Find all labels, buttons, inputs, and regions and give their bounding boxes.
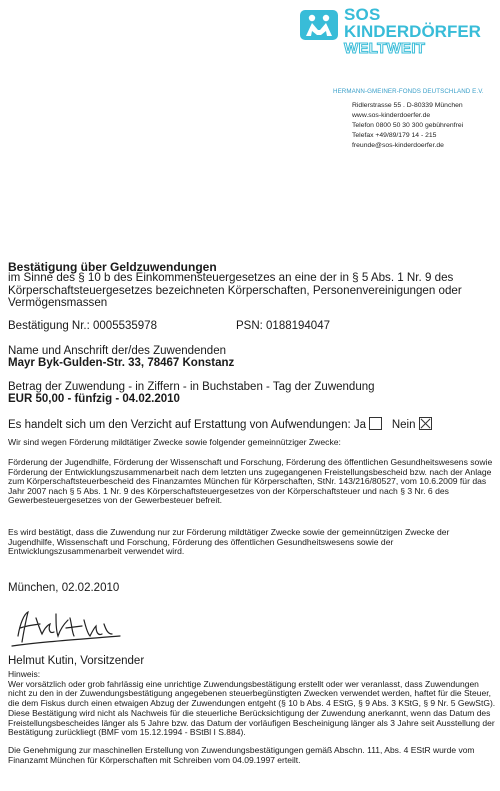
- address-line: Ridlerstrasse 55 . D-80339 München: [352, 102, 463, 109]
- nein-checkbox[interactable]: [419, 417, 432, 430]
- document-subtitle: im Sinne des § 10 b des Einkommensteuergesetzes an eine der in § 5 Abs. 1 Nr. 9 des Körperschaftsteuergesetzes bezeichneten Körperschaften, Personenvereinigungen oder Vermögensmassen: [8, 271, 462, 310]
- amount-value: EUR 50,00 - fünfzig - 04.02.2010: [8, 393, 180, 405]
- purpose-intro: Wir sind wegen Förderung mildtätiger Zwecke sowie folgender gemeinnütziger Zwecke:: [8, 437, 341, 447]
- signatory-name: Helmut Kutin, Vorsitzender: [8, 655, 145, 667]
- brand-line-1: SOS: [344, 5, 381, 24]
- notice-liability: Wer vorsätzlich oder grob fahrlässig eine unrichtige Zuwendungsbestätigung erstellt oder wer veranlasst, dass Zuwendungen nicht zu den in der Zuwendungsbestätigung angegebenen steuerbegünstigten Zwecken verwendet werden, haftet für die Steuer, die dem Fiskus durch einen etwaigen Abzug der Zuwendungen entgeht (§ 10 b Abs. 4 EStG, § 9 Abs. 3 KStG, § 9 Nr. 5 GewStG).: [8, 678, 496, 709]
- verzicht-question: Es handelt sich um den Verzicht auf Erstattung von Aufwendungen: Ja: [8, 419, 367, 431]
- address-line: Telefon 0800 50 30 300 gebührenfrei: [352, 122, 464, 129]
- place-date: München, 02.02.2010: [8, 582, 120, 594]
- address-line: www.sos-kinderdoerfer.de: [352, 112, 431, 119]
- notice-block: [8, 670, 498, 765]
- address-line: freunde@sos-kinderdoerfer.de: [352, 142, 444, 149]
- psn-number: PSN: 0188194047: [236, 320, 330, 332]
- nein-label: Nein: [391, 419, 416, 431]
- amount-label: Betrag der Zuwendung - in Ziffern - in Buchstaben - Tag der Zuwendung: [8, 381, 375, 393]
- confirmation-number: Bestätigung Nr.: 0005535978: [8, 320, 157, 332]
- verzicht-row: [8, 417, 432, 431]
- brand-line-2: KINDERDÖRFER: [344, 22, 481, 41]
- notice-validity: Diese Bestätigung wird nicht als Nachweis für die steuerliche Berücksichtigung der Zuwendung anerkannt, wenn das Datum des Freistellungsbescheides länger als 5 Jahre bzw. das Datum der vorläufigen Bescheinigung länger als 3 Jahre seit Ausstellung der Bestätigung zurückliegt (BMF vom 15.12.1994 - BStBl I S.884).: [8, 707, 495, 738]
- ja-checkbox[interactable]: [369, 417, 382, 430]
- signature-image: [10, 606, 130, 650]
- notice-label: Hinweis:: [8, 669, 41, 679]
- donor-label: Name und Anschrift der/des Zuwendenden: [8, 345, 226, 357]
- children-logo-icon: [300, 10, 338, 40]
- purpose-details: Förderung der Jugendhilfe, Förderung der Wissenschaft und Forschung, Förderung des öffentlichen Gesundheitswesens sowie Förderung der Entwicklungszusammenarbeit nach dem letzten uns zugegangenen Freistellungsbescheid bzw. nach der Anlage zum Körperschaftsteuerbescheid des Finanzamtes München für Körperschaften, StNr. 143/216/80527, vom 10.6.2009 für das Jahr 2007 nach § 5 Abs. 1 Nr. 9 des Körperschaftsteuergesetzes von der Körperschaftsteuer und nach § 3 Nr. 6 des Gewerbesteuergesetzes von der Gewerbesteuer befreit.: [8, 457, 493, 506]
- fonds-name: HERMANN-GMEINER-FONDS DEUTSCHLAND E.V.: [333, 88, 484, 95]
- document-title: Bestätigung über Geldzuwendungen: [8, 260, 217, 274]
- usage-confirmation: Es wird bestätigt, dass die Zuwendung nur zur Förderung mildtätiger Zwecke sowie der gemeinnützigen Zwecke der Jugendhilfe, Wissenschaft und Forschung, Förderung des öffentlichen Gesundheitswesens sowie der Entwicklungszusammenarbeit verwendet wird.: [8, 527, 450, 557]
- address-line: Telefax +49/89/179 14 - 215: [352, 132, 437, 139]
- notice-approval: Die Genehmigung zur maschinellen Erstellung von Zuwendungsbestätigungen gemäß Abschn. 111, Abs. 4 EStR wurde vom Finanzamt München für Körperschaften mit Schreiben vom 04.09.1997 erteilt.: [8, 744, 475, 765]
- donor-value: Mayr Byk-Gulden-Str. 33, 78467 Konstanz: [8, 357, 235, 369]
- sender-address: [352, 101, 463, 151]
- brand-line-3: WELTWEIT: [344, 40, 426, 57]
